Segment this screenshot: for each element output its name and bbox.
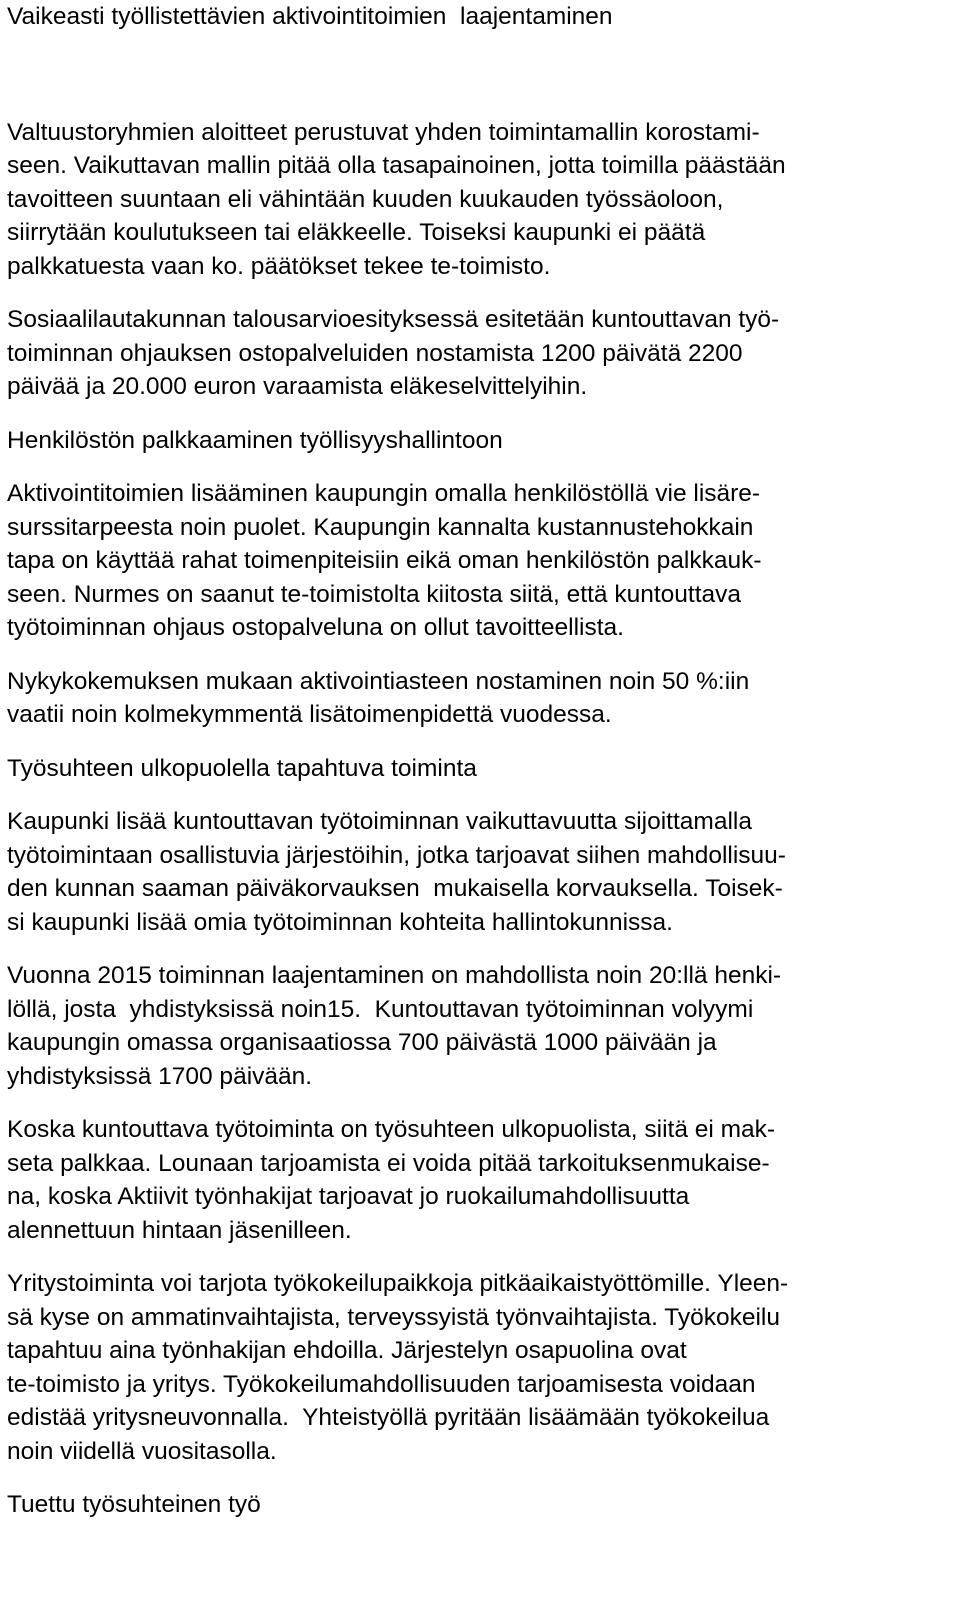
paragraph-line: seen. Nurmes on saanut te-toimistolta kiitosta siitä, että kuntouttava <box>7 580 742 608</box>
paragraph <box>7 1113 947 1247</box>
document-body <box>7 116 947 1522</box>
paragraph-line: siirrytään koulutukseen tai eläkkeelle. Toiseksi kaupunki ei päätä <box>7 219 706 246</box>
paragraph-line: surssitarpeesta noin puolet. Kaupungin kannalta kustannustehokkain <box>7 513 754 541</box>
paragraph-line: päivää ja 20.000 euron varaamista eläkeselvittelyihin. <box>7 373 588 400</box>
heading-text: Tuettu työsuhteinen työ <box>7 1491 261 1518</box>
paragraph <box>7 805 947 939</box>
paragraph <box>7 959 947 1093</box>
document-title: Vaikeasti työllistettävien aktivointitoimien laajentaminen <box>7 3 613 30</box>
section-heading <box>7 752 947 786</box>
paragraph-line: löllä, josta yhdistyksissä noin15. Kuntouttavan työtoiminnan volyymi <box>7 995 754 1023</box>
heading-text: Henkilöstön palkkaaminen työllisyyshallintoon <box>7 426 503 454</box>
paragraph-line: työtoiminnan ohjaus ostopalveluna on ollut tavoitteellista. <box>7 614 624 641</box>
paragraph-line: Koska kuntouttava työtoiminta on työsuhteen ulkopuolista, siitä ei mak- <box>7 1116 776 1143</box>
paragraph <box>7 665 947 732</box>
paragraph-line: Aktivointitoimien lisääminen kaupungin omalla henkilöstöllä vie lisäre- <box>7 480 761 507</box>
paragraph-line: vaatii noin kolmekymmentä lisätoimenpidettä vuodessa. <box>7 701 612 728</box>
paragraph-line: te-toimisto ja yritys. Työkokeilumahdollisuuden tarjoamisesta voidaan <box>7 1370 756 1398</box>
paragraph-line: kaupungin omassa organisaatiossa 700 päivästä 1000 päivään ja <box>7 1029 717 1056</box>
paragraph <box>7 1267 947 1468</box>
heading-text: Työsuhteen ulkopuolella tapahtuva toiminta <box>7 754 477 782</box>
paragraph-line: Vuonna 2015 toiminnan laajentaminen on mahdollista noin 20:llä henki- <box>7 962 782 989</box>
paragraph-line: työtoimintaan osallistuvia järjestöihin, jotka tarjoavat siihen mahdollisuu- <box>7 841 786 869</box>
paragraph-line: edistää yritysneuvonnalla. Yhteistyöllä pyritään lisäämään työkokeilua <box>7 1404 770 1431</box>
paragraph-line: den kunnan saaman päiväkorvauksen mukaisella korvauksella. Toisek- <box>7 875 783 902</box>
paragraph-line: palkkatuesta vaan ko. päätökset tekee te-toimisto. <box>7 252 551 280</box>
section-heading <box>7 424 947 458</box>
paragraph-line: noin viidellä vuositasolla. <box>7 1437 277 1465</box>
section-heading <box>7 1488 947 1522</box>
paragraph <box>7 116 947 284</box>
paragraph-line: Valtuustoryhmien aloitteet perustuvat yhden toimintamallin korostami- <box>7 118 760 146</box>
paragraph-line: na, koska Aktiivit työnhakijat tarjoavat jo ruokailumahdollisuutta <box>7 1183 690 1210</box>
paragraph-line: Kaupunki lisää kuntouttavan työtoiminnan vaikuttavuutta sijoittamalla <box>7 808 752 835</box>
paragraph-line: toiminnan ohjauksen ostopalveluiden nostamista 1200 päivätä 2200 <box>7 339 743 367</box>
paragraph-line: tapahtuu aina työnhakijan ehdoilla. Järjestelyn osapuolina ovat <box>7 1337 687 1364</box>
paragraph-line: Yritystoiminta voi tarjota työkokeilupaikkoja pitkäaikaistyöttömille. Yleen- <box>7 1270 789 1297</box>
document-page <box>7 0 947 1542</box>
paragraph-line: Sosiaalilautakunnan talousarvioesityksessä esitetään kuntouttavan työ- <box>7 306 780 333</box>
paragraph-line: tavoitteen suuntaan eli vähintään kuuden kuukauden työssäoloon, <box>7 185 724 213</box>
paragraph-line: si kaupunki lisää omia työtoiminnan kohteita hallintokunnissa. <box>7 908 673 936</box>
paragraph-line: seta palkkaa. Lounaan tarjoamista ei voida pitää tarkoituksenmukaise- <box>7 1149 770 1177</box>
paragraph-line: alennettuun hintaan jäsenilleen. <box>7 1216 352 1244</box>
paragraph-line: Nykykokemuksen mukaan aktivointiasteen nostaminen noin 50 %:iin <box>7 667 750 695</box>
paragraph <box>7 477 947 645</box>
paragraph <box>7 303 947 404</box>
paragraph-line: tapa on käyttää rahat toimenpiteisiin eikä oman henkilöstön palkkauk- <box>7 547 762 574</box>
paragraph-line: yhdistyksissä 1700 päivään. <box>7 1062 313 1090</box>
paragraph-line: sä kyse on ammatinvaihtajista, terveyssyistä työnvaihtajista. Työkokeilu <box>7 1303 781 1331</box>
paragraph-line: seen. Vaikuttavan mallin pitää olla tasapainoinen, jotta toimilla päästään <box>7 152 786 179</box>
